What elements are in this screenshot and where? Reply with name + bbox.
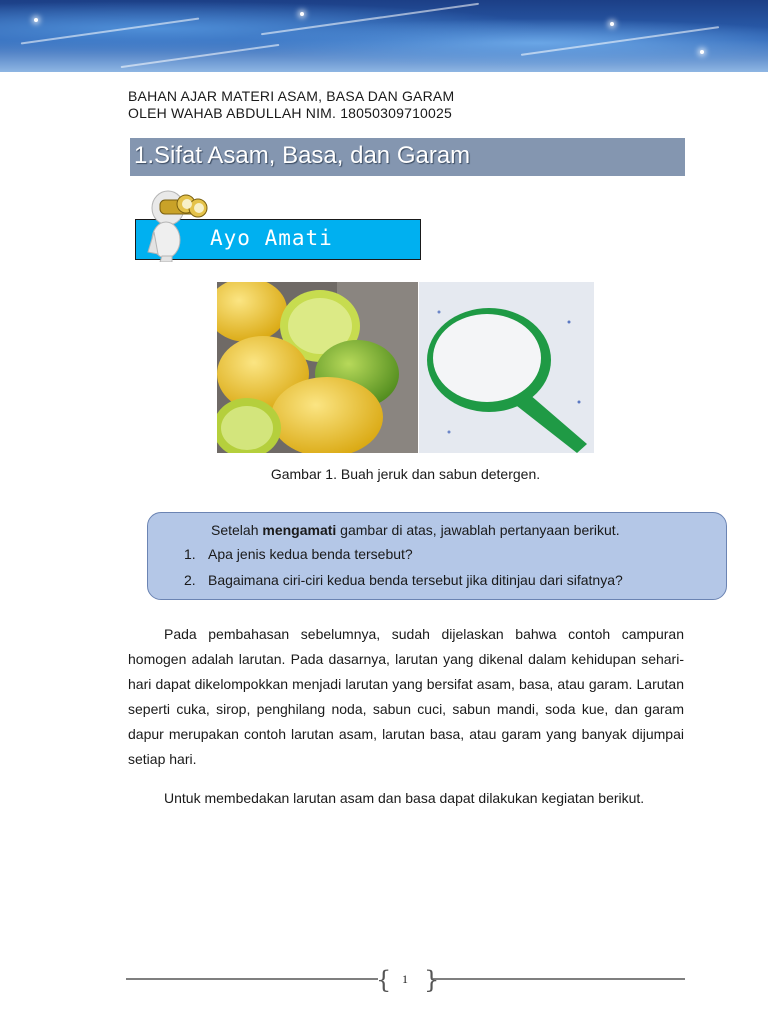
body-paragraph-1 [128,622,684,772]
body-paragraph-2 [128,786,684,811]
binoculars-figure-icon [138,178,208,262]
footer-rule-right [433,978,685,980]
questions-intro-after: gambar di atas, jawablah pertanyaan berikut. [336,522,620,538]
questions-box [147,512,727,600]
lemons-and-limes-photo [217,282,418,453]
footer-brace-left: { [376,966,392,994]
questions-intro-before: Setelah [211,522,263,538]
questions-intro-bold: mengamati [262,522,337,538]
question-number: 1. [184,546,196,562]
page-number: 1 [402,972,408,986]
section-title-text: Sifat Asam, Basa, dan Garam [154,142,471,169]
document-header-line-1: BAHAN AJAR MATERI ASAM, BASA DAN GARAM [128,88,455,104]
question-number: 2. [184,572,196,588]
body-paragraph-1-text: Pada pembahasan sebelumnya, sudah dijelaskan bahwa contoh campuran homogen adalah larutan. Pada dasarnya, larutan yang dikenal dalam kehidupan sehari-hari dapat dikelompokkan menjadi larutan yang bersifat asam, basa, atau garam. Larutan seperti cuka, sirop, penghilang noda, sabun cuci, sabun mandi, soda kue, dan garam dapur merupakan contoh larutan asam, larutan basa, atau garam yang banyak dijumpai setiap hari. [128,626,684,767]
question-text: Bagaimana ciri-ciri kedua benda tersebut jika ditinjau dari sifatnya? [208,572,623,588]
question-item [184,572,623,588]
question-text: Apa jenis kedua benda tersebut? [208,546,413,562]
figure-caption: Gambar 1. Buah jeruk dan sabun detergen. [270,466,541,482]
section-title-bar [130,138,685,176]
header-banner [0,0,768,72]
body-paragraph-2-text: Untuk membedakan larutan asam dan basa dapat dilakukan kegiatan berikut. [164,790,645,806]
document-header-line-2: OLEH WAHAB ABDULLAH NIM. 18050309710025 [128,105,453,121]
footer-brace-right: } [424,966,440,994]
detergent-scoop-photo [419,282,594,453]
section-number: 1. [134,142,155,169]
questions-intro [211,522,620,538]
footer-rule-left [126,978,378,980]
activity-label: Ayo Amati [210,226,333,250]
section-title [134,142,470,170]
question-item [184,546,413,562]
